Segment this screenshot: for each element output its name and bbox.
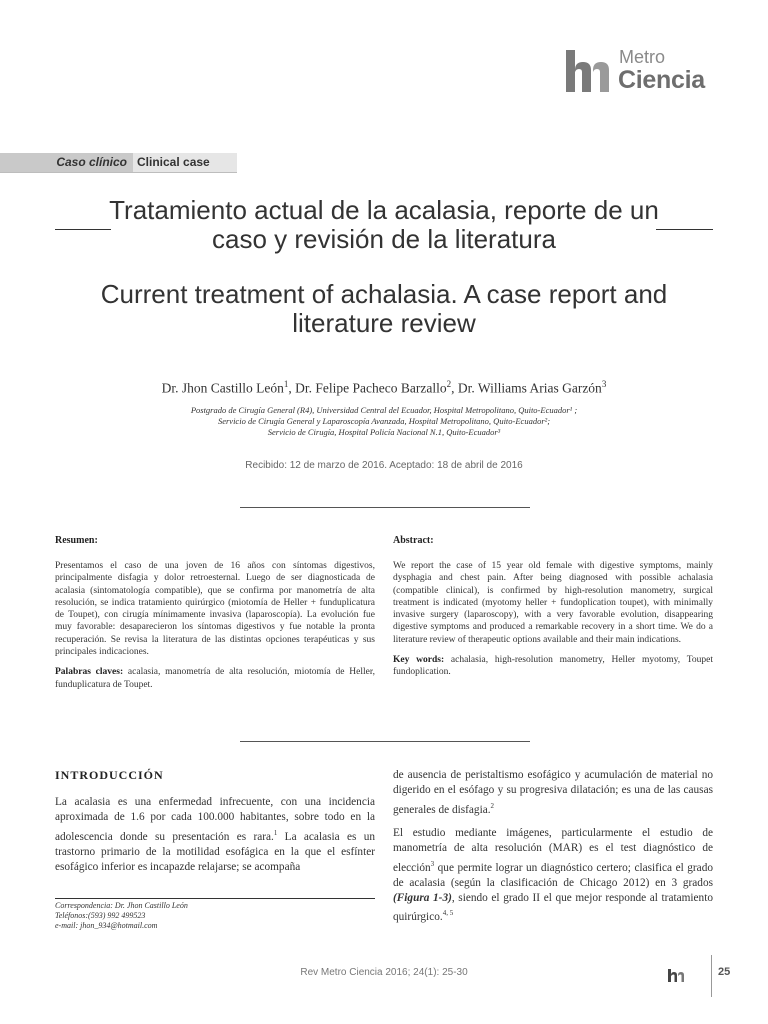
correspondence-name: Correspondencia: Dr. Jhon Castillo León [55,901,188,910]
author-affiliation-number: 1 [283,379,289,389]
keywords-text: acalasia, manometría de alta resolución, miotomía de Heller, funduplicatura de Toupet. [55,667,375,690]
title-spanish: Tratamiento actual de la acalasia, reporte de un caso y revisión de la literatura [109,195,659,254]
section-es-label: Caso clínico [56,155,127,169]
journal-citation: Rev Metro Ciencia 2016; 24(1): 25-30 [300,967,468,978]
article-section-label [0,153,237,172]
citation-ref: 2 [490,801,495,810]
abstract-text: We report the case of 15 year old female with digestive symptoms, mainly dysphagia and chest pain. After being diagnosed with possible achalasia (compatible clinical), is confirmed by high-resolution manometry, surgical treatment is indicated (myotomy heller + fundoplication toupet), with minimally invasive surgery (laparoscopy), with a very favorable evolution, disappearing digestive symptoms and produced a remarkable recovery in a short time. We do a literature review of therapeutic options available and their main indications. [393,561,713,645]
author-name: Dr. Felipe Pacheco Barzallo [295,380,447,396]
title-english: Current treatment of achalasia. A case report and literature review [100,279,668,338]
intro-text: que permite lograr un diagnóstico certero; clasifica el grado de acalasia (según la clasificación de Chicago 2012) en 3 grados [393,861,713,889]
citation-ref: 4, 5 [442,909,454,918]
author-list: Dr. Jhon Castillo León$^1$, Dr. Felipe Pacheco Barzallo$^2$, Dr. Williams Arias Garzón$^3$ [161,379,607,396]
correspondence-rule [55,898,375,899]
footer-logo-icon [668,969,684,982]
figure-reference: (Figura 1-3) [393,891,452,904]
abstract-keywords [393,654,713,679]
intro-paragraph [393,768,713,818]
intro-text: La acalasia es un trastorno primario de la motilidad esofágica en la que el esfínter esofágico inferior es incapazde relajarse; se acompaña [55,830,375,873]
logo-metro-text: Metro [619,47,666,67]
keywords-text: achalasia, high-resolution manometry, Heller myotomy, Toupet fundoplication. [393,655,713,678]
author-name: Dr. Jhon Castillo León [161,380,284,396]
intro-text: , siendo el grado II el que mejor responde al tratamiento quirúrgico. [393,891,713,924]
author-name: Dr. Williams Arias Garzón [457,380,602,396]
keywords-label: Palabras claves: [55,667,124,678]
footer-divider [711,955,712,997]
journal-logo [566,44,716,100]
logo-ciencia-text: Ciencia [618,66,705,94]
divider-top [240,507,530,508]
resumen-heading: Resumen: [55,535,98,546]
affiliation-line: Servicio de Cirugía General y Laparoscopía Avanzada, Hospital Metropolitano, Quito-Ecuador²; [217,416,551,426]
author-affiliation-number: 2 [446,379,452,389]
resumen-block [55,535,375,691]
metro-ciencia-logo-icon [566,48,614,94]
page-number: 25 [718,966,731,978]
citation-ref: 3 [430,859,435,868]
intro-paragraph [393,826,713,925]
section-en-label: Clinical case [137,155,210,169]
intro-text: de ausencia de peristaltismo esofágico y acumulación de material no digerido en el esófago y su progresiva dilatación; es una de las causas generales de disfagia. [393,769,713,816]
resumen-text: Presentamos el caso de una joven de 16 años con síntomas digestivos, principalmente disfagia y dolor retroesternal. Luego de ser diagnosticada de acalasia (sintomatología compatible), que se confirma por manometría de alta resolución, se indica tratamiento quirúrgico (miotomía de Heller + funduplicatura de Toupet), con cirugía mínimamente invasiva (laparoscopía). La evolución fue muy favorable: desaparecieron los síntomas digestivos y fue notable la pronta recuperación. Se revisa la literatura de las distintas opciones terapéuticas y sus principales indicaciones. [55,561,375,658]
correspondence-email: e-mail: jhon_934@hotmail.com [55,921,158,930]
correspondence-phone: Teléfonos:(593) 992 499523 [55,911,146,920]
section-divider [0,172,237,173]
intro-text: El estudio mediante imágenes, particularmente el estudio de manometría de alta resolución (MAR) es el test diagnóstico de elección [393,827,713,874]
section-es-box [0,153,133,172]
author-affiliation-number: 3 [601,379,607,389]
abstract-block [393,535,713,679]
citation-ref: 1 [273,828,278,837]
affiliation-line: Servicio de Cirugía, Hospital Policía Nacional N.1, Quito-Ecuador³ [267,427,501,437]
abstract-heading: Abstract: [393,535,434,546]
section-en-box [133,153,237,172]
intro-text: La acalasia es una enfermedad infrecuente, con una incidencia aproximada de 1.6 por cada 100.000 habitantes, sobre todo en la adolescencia donde su presentación es rara. [55,796,375,843]
intro-paragraph [55,795,375,875]
introduction-heading: INTRODUCCIÓN [55,768,164,782]
divider-bottom [240,741,530,742]
affiliation-line: Postgrado de Cirugía General (R4), Universidad Central del Ecuador, Hospital Metropolitano, Quito-Ecuador¹ ; [190,405,578,415]
received-accepted-dates: Recibido: 12 de marzo de 2016. Aceptado: 18 de abril de 2016 [245,460,523,471]
keywords-label: Key words: [393,655,445,666]
resumen-keywords [55,666,375,691]
